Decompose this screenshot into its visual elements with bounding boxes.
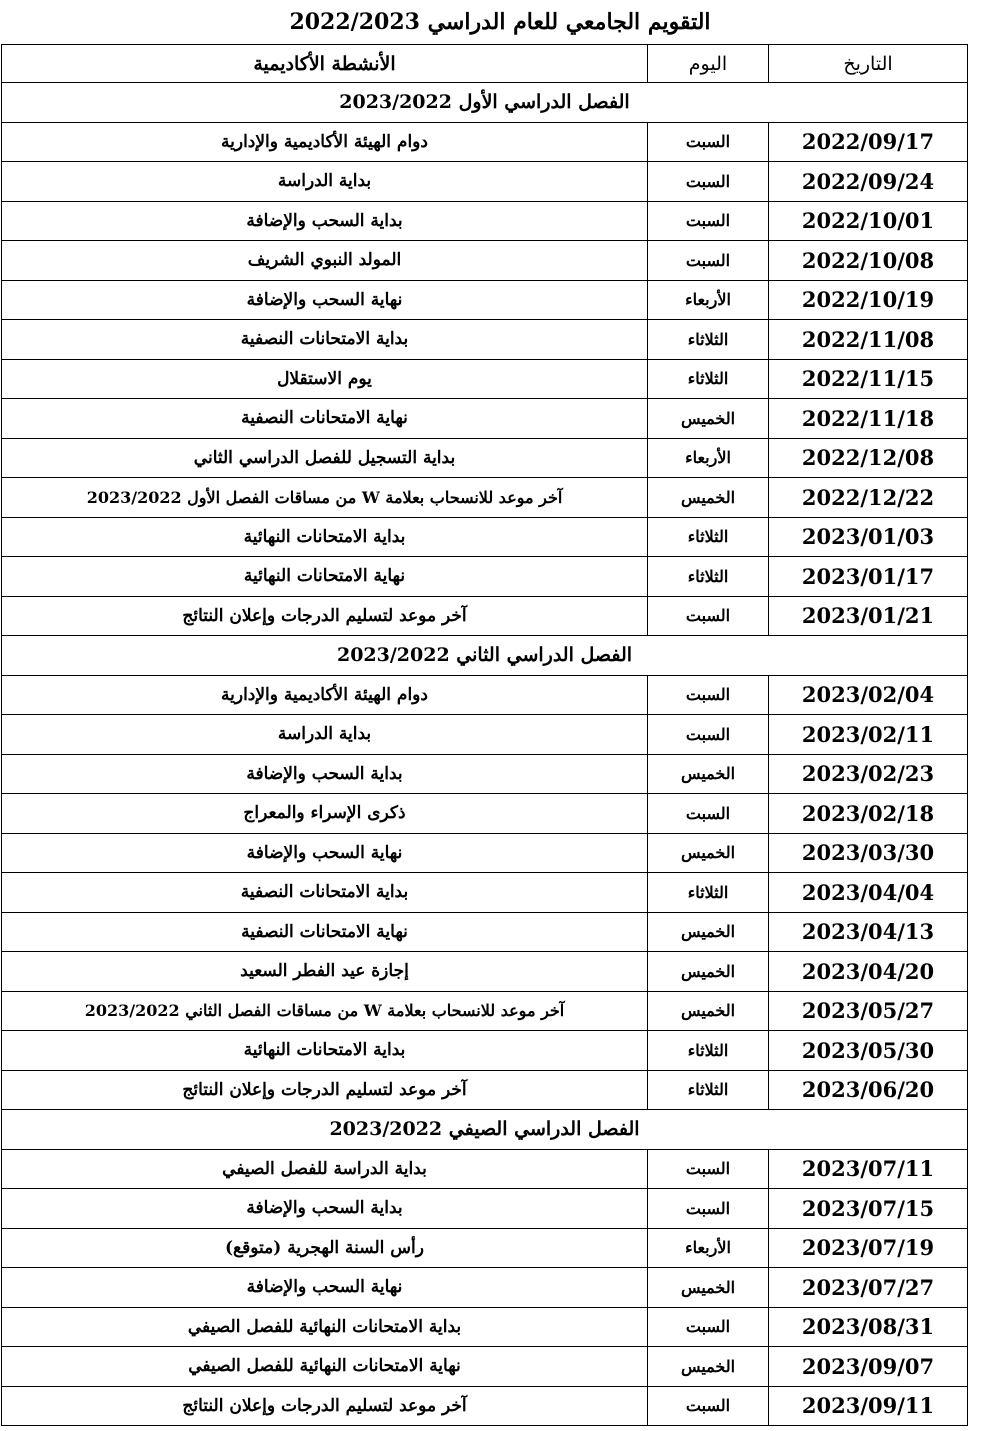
activity-cell: يوم الاستقلال [2,359,648,399]
date-cell: 2023/01/03 [769,517,968,557]
day-cell: الخميس [648,1268,769,1308]
table-row [2,359,968,399]
date-cell: 2023/07/11 [769,1149,968,1189]
table-row [2,596,968,636]
date-cell: 2022/10/01 [769,201,968,241]
day-cell: السبت [648,1189,769,1229]
activity-cell: بداية الامتحانات النهائية [2,1031,648,1071]
activity-cell: دوام الهيئة الأكاديمية والإدارية [2,122,648,162]
activity-cell: بداية السحب والإضافة [2,754,648,794]
date-cell: 2023/07/27 [769,1268,968,1308]
table-row [2,1228,968,1268]
table-row [2,912,968,952]
semester-title: الفصل الدراسي الصيفي 2023/2022 [2,1110,968,1150]
table-row [2,517,968,557]
date-cell: 2023/08/31 [769,1307,968,1347]
activity-cell: بداية الامتحانات النصفية [2,320,648,360]
date-cell: 2023/02/04 [769,675,968,715]
date-cell: 2022/11/15 [769,359,968,399]
activity-cell: بداية السحب والإضافة [2,1189,648,1229]
day-cell: السبت [648,122,769,162]
date-cell: 2023/04/20 [769,952,968,992]
day-cell: السبت [648,596,769,636]
table-row [2,438,968,478]
table-row [2,754,968,794]
day-cell: الثلاثاء [648,557,769,597]
table-row [2,715,968,755]
day-cell: الخميس [648,991,769,1031]
date-cell: 2023/04/04 [769,873,968,913]
semester-title: الفصل الدراسي الأول 2023/2022 [2,83,968,123]
date-cell: 2022/10/19 [769,280,968,320]
activity-cell: المولد النبوي الشريف [2,241,648,281]
table-row [2,1189,968,1229]
date-cell: 2023/07/15 [769,1189,968,1229]
activity-cell: نهاية السحب والإضافة [2,280,648,320]
calendar-table [1,44,968,1426]
date-cell: 2023/01/21 [769,596,968,636]
activity-cell: بداية التسجيل للفصل الدراسي الثاني [2,438,648,478]
table-row [2,241,968,281]
header-activities: الأنشطة الأكاديمية [2,45,648,83]
table-row [2,1386,968,1426]
date-cell: 2022/11/18 [769,399,968,439]
day-cell: الثلاثاء [648,359,769,399]
table-row [2,162,968,202]
activity-cell: نهاية الامتحانات النصفية [2,399,648,439]
activity-cell: بداية السحب والإضافة [2,201,648,241]
day-cell: الثلاثاء [648,873,769,913]
table-row [2,1268,968,1308]
day-cell: الخميس [648,754,769,794]
activity-cell: بداية الدراسة للفصل الصيفي [2,1149,648,1189]
day-cell: الثلاثاء [648,320,769,360]
activity-cell: نهاية الامتحانات النهائية [2,557,648,597]
semester-header-row [2,1110,968,1150]
header-date: التاريخ [769,45,968,83]
table-row [2,478,968,518]
day-cell: السبت [648,241,769,281]
activity-cell: بداية الامتحانات النهائية [2,517,648,557]
day-cell: السبت [648,1307,769,1347]
calendar-table-body [2,45,968,1426]
table-row [2,873,968,913]
date-cell: 2023/03/30 [769,833,968,873]
date-cell: 2023/01/17 [769,557,968,597]
date-cell: 2023/05/30 [769,1031,968,1071]
activity-cell: بداية الامتحانات النهائية للفصل الصيفي [2,1307,648,1347]
table-row [2,675,968,715]
date-cell: 2023/07/19 [769,1228,968,1268]
table-row [2,1031,968,1071]
table-row [2,991,968,1031]
table-row [2,201,968,241]
table-row [2,557,968,597]
table-row [2,399,968,439]
table-row [2,833,968,873]
activity-cell: إجازة عيد الفطر السعيد [2,952,648,992]
date-cell: 2023/02/18 [769,794,968,834]
day-cell: السبت [648,162,769,202]
day-cell: السبت [648,201,769,241]
day-cell: السبت [648,1386,769,1426]
date-cell: 2023/05/27 [769,991,968,1031]
day-cell: الأربعاء [648,280,769,320]
activity-cell: رأس السنة الهجرية (متوقع) [2,1228,648,1268]
day-cell: الأربعاء [648,438,769,478]
table-row [2,320,968,360]
activity-cell: آخر موعد لتسليم الدرجات وإعلان النتائج [2,596,648,636]
table-row [2,952,968,992]
date-cell: 2022/12/22 [769,478,968,518]
table-row [2,1307,968,1347]
date-cell: 2023/06/20 [769,1070,968,1110]
activity-cell: دوام الهيئة الأكاديمية والإدارية [2,675,648,715]
activity-cell: ذكرى الإسراء والمعراج [2,794,648,834]
table-row [2,280,968,320]
date-cell: 2023/09/11 [769,1386,968,1426]
table-row [2,1070,968,1110]
day-cell: الخميس [648,912,769,952]
table-row [2,794,968,834]
day-cell: الخميس [648,833,769,873]
activity-cell: بداية الامتحانات النصفية [2,873,648,913]
activity-cell: آخر موعد لتسليم الدرجات وإعلان النتائج [2,1070,648,1110]
activity-cell: نهاية الامتحانات النصفية [2,912,648,952]
activity-cell: نهاية الامتحانات النهائية للفصل الصيفي [2,1347,648,1387]
day-cell: الخميس [648,1347,769,1387]
date-cell: 2023/04/13 [769,912,968,952]
table-row [2,122,968,162]
activity-cell: بداية الدراسة [2,715,648,755]
date-cell: 2023/09/07 [769,1347,968,1387]
date-cell: 2022/09/17 [769,122,968,162]
activity-cell: آخر موعد للانسحاب بعلامة W من مساقات الفصل الأول 2023/2022 [2,478,648,518]
day-cell: السبت [648,715,769,755]
document-title: التقويم الجامعي للعام الدراسي 2022/2023 [289,9,711,35]
date-cell: 2022/09/24 [769,162,968,202]
date-cell: 2022/12/08 [769,438,968,478]
day-cell: الثلاثاء [648,517,769,557]
day-cell: السبت [648,794,769,834]
activity-cell: بداية الدراسة [2,162,648,202]
header-row [2,45,968,83]
activity-cell: آخر موعد للانسحاب بعلامة W من مساقات الفصل الثاني 2023/2022 [2,991,648,1031]
day-cell: الخميس [648,399,769,439]
table-row [2,1149,968,1189]
activity-cell: نهاية السحب والإضافة [2,1268,648,1308]
day-cell: السبت [648,1149,769,1189]
activity-cell: آخر موعد لتسليم الدرجات وإعلان النتائج [2,1386,648,1426]
day-cell: السبت [648,675,769,715]
day-cell: الأربعاء [648,1228,769,1268]
day-cell: الثلاثاء [648,1031,769,1071]
header-day: اليوم [648,45,769,83]
day-cell: الخميس [648,478,769,518]
date-cell: 2022/11/08 [769,320,968,360]
activity-cell: نهاية السحب والإضافة [2,833,648,873]
semester-header-row [2,83,968,123]
date-cell: 2023/02/11 [769,715,968,755]
day-cell: الخميس [648,952,769,992]
semester-header-row [2,636,968,676]
date-cell: 2022/10/08 [769,241,968,281]
table-row [2,1347,968,1387]
semester-title: الفصل الدراسي الثاني 2023/2022 [2,636,968,676]
date-cell: 2023/02/23 [769,754,968,794]
day-cell: الثلاثاء [648,1070,769,1110]
